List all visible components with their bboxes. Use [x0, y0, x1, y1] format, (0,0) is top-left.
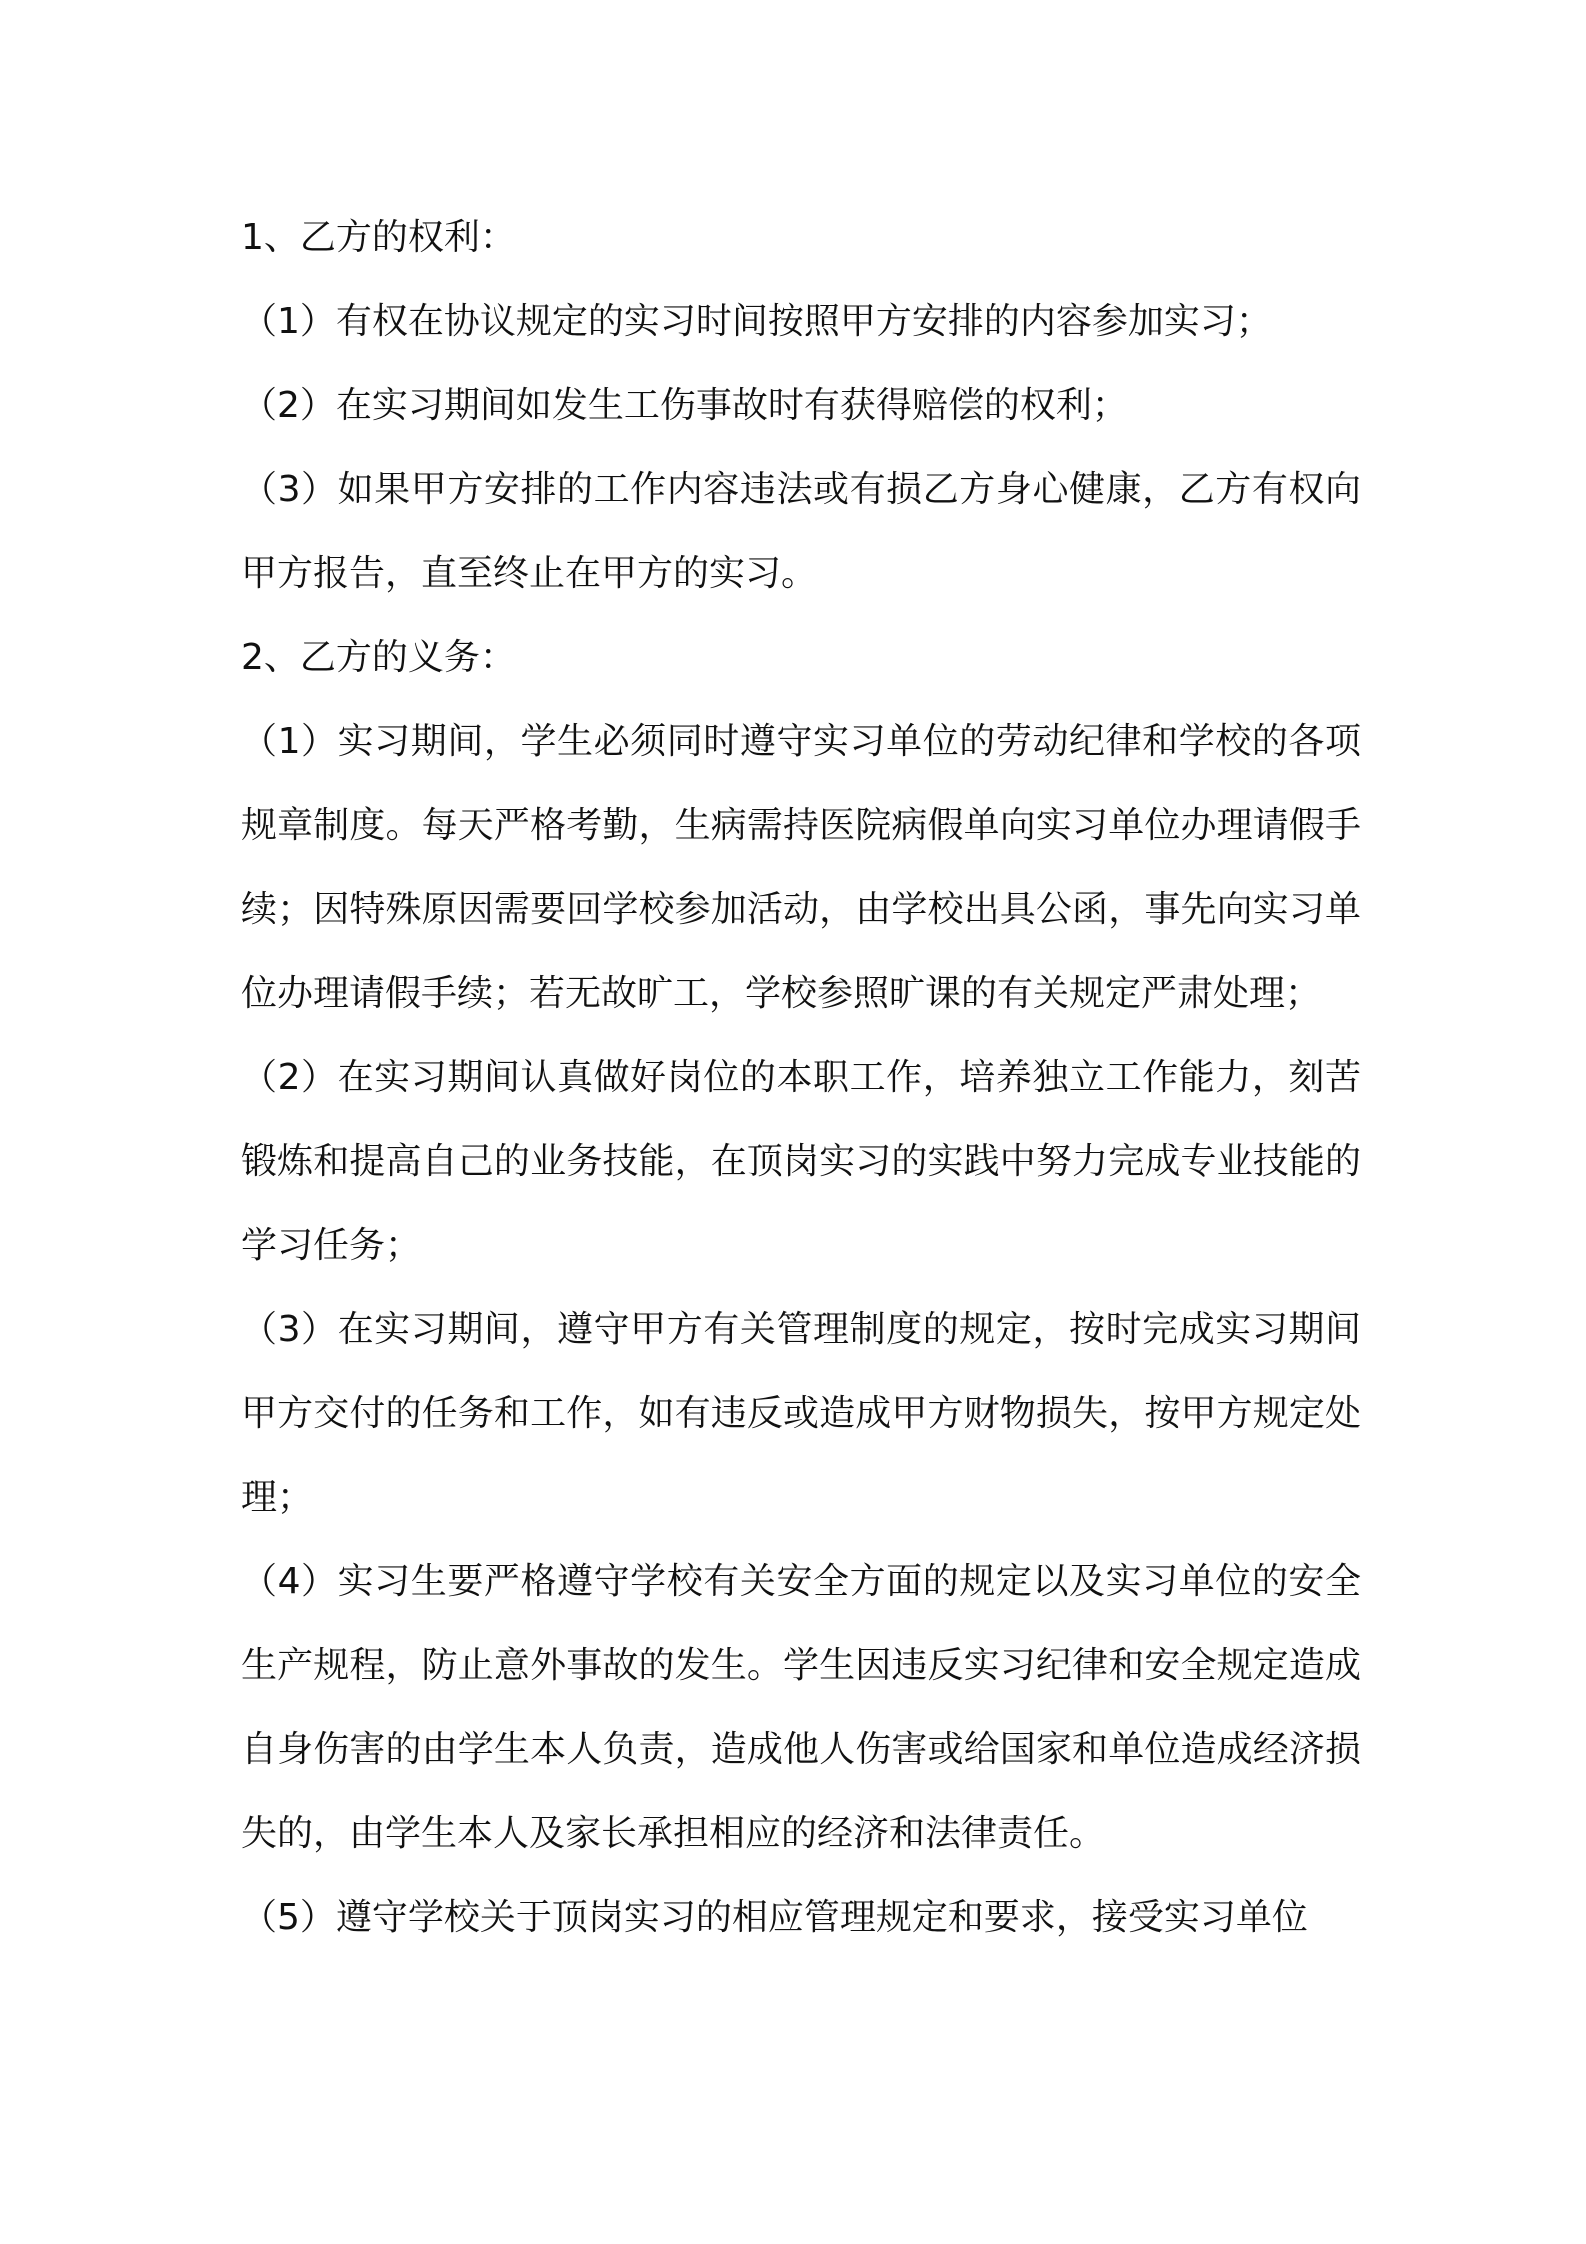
section-1-heading: 1、乙方的权利： — [241, 217, 516, 258]
section-2-item-1: （1）实习期间，学生必须同时遵守实习单位的劳动纪律和学校的各项规章制度。每天严格考勤，生病需持医院病假单向实习单位办理请假手续；因特殊原因需要回学校参加活动，由学校出具公函，事先向实习单位办理请假手续；若无故旷工，学校参照旷课的有关规定严肃处理； — [241, 721, 1361, 1014]
document-body — [241, 196, 1361, 1960]
section-2-item-4: （4）实习生要严格遵守学校有关安全方面的规定以及实习单位的安全生产规程，防止意外事故的发生。学生因违反实习纪律和安全规定造成自身伤害的由学生本人负责，造成他人伤害或给国家和单位造成经济损失的，由学生本人及家长承担相应的经济和法律责任。 — [241, 1561, 1361, 1854]
section-1-item-2: （2）在实习期间如发生工伤事故时有获得赔偿的权利； — [241, 385, 1128, 426]
section-2-item-3: （3）在实习期间，遵守甲方有关管理制度的规定，按时完成实习期间甲方交付的任务和工作，如有违反或造成甲方财物损失，按甲方规定处理； — [241, 1309, 1361, 1518]
section-1-item-3: （3）如果甲方安排的工作内容违法或有损乙方身心健康，乙方有权向甲方报告，直至终止在甲方的实习。 — [241, 469, 1361, 594]
section-2-item-5: （5）遵守学校关于顶岗实习的相应管理规定和要求，接受实习单位 — [241, 1897, 1308, 1938]
section-1-item-1: （1）有权在协议规定的实习时间按照甲方安排的内容参加实习； — [241, 301, 1272, 342]
section-2-item-2: （2）在实习期间认真做好岗位的本职工作，培养独立工作能力，刻苦锻炼和提高自己的业务技能，在顶岗实习的实践中努力完成专业技能的学习任务； — [241, 1057, 1361, 1266]
section-2-heading: 2、乙方的义务： — [241, 637, 516, 678]
